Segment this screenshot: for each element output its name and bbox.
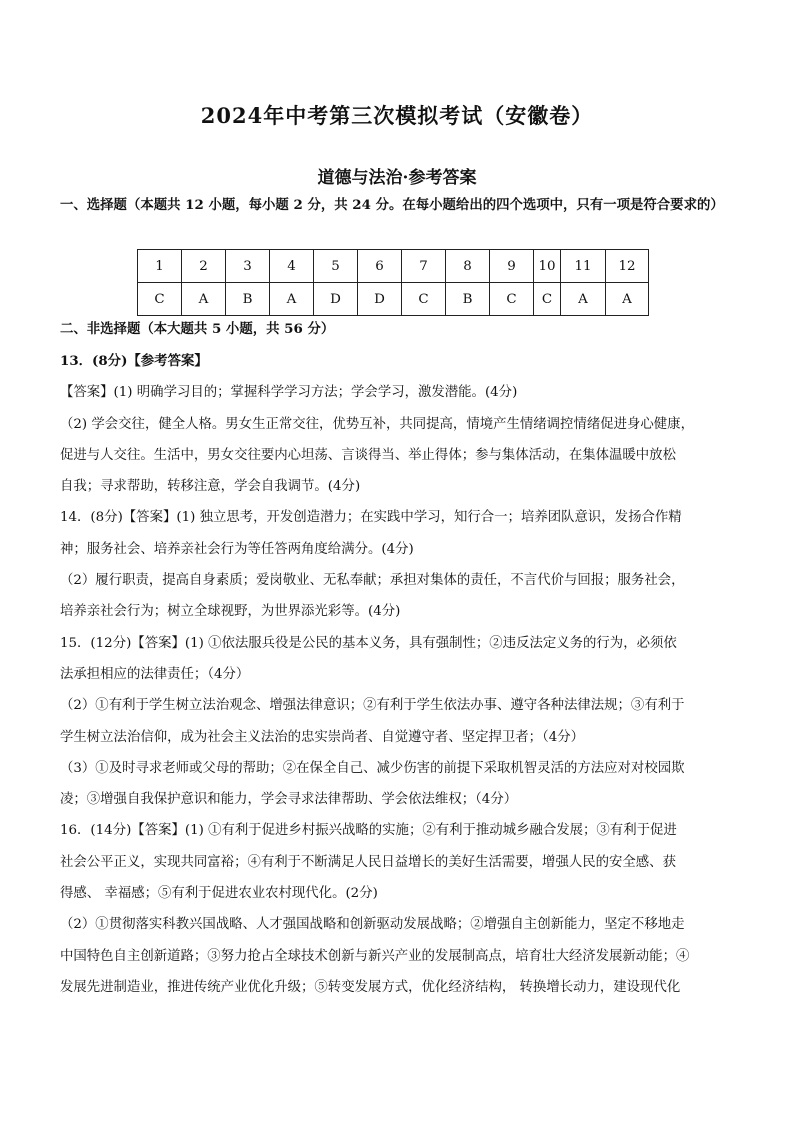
answer-line: 法承担相应的法律责任；（4分） <box>60 666 250 682</box>
answer-line: 15．(12分)【答案】(1) ①依法服兵役是公民的基本义务，具有强制性；②违反法定义务的行为，必须依 <box>60 635 677 651</box>
section-1-heading: 一、选择题（本题共 12 小题，每小题 2 分，共 24 分。在每小题给出的四个选项中，只有一项是符合要求的） <box>60 197 724 213</box>
answer-cell: D <box>358 283 402 316</box>
answer-line: 促进与人交往。生活中，男女交往要内心坦荡、言谈得当、举止得体；参与集体活动，在集体温暖中放松 <box>60 447 676 463</box>
answer-cell: D <box>314 283 358 316</box>
question-number-cell: 5 <box>314 250 358 283</box>
answer-cell: A <box>270 283 314 316</box>
question-number-cell: 10 <box>534 250 561 283</box>
question-number-cell: 4 <box>270 250 314 283</box>
document-title: 2024年中考第三次模拟考试（安徽卷） <box>200 103 594 128</box>
question-number-cell: 9 <box>490 250 534 283</box>
answer-cell: A <box>561 283 606 316</box>
answer-cell: B <box>226 283 270 316</box>
answer-cell: C <box>402 283 446 316</box>
answer-line: 自我；寻求帮助，转移注意，学会自我调节。(4分) <box>60 479 361 495</box>
answer-line: 发展先进制造业，推进传统产业优化升级；⑤转变发展方式，优化经济结构， 转换增长动力，建设现代化 <box>60 979 681 995</box>
answer-body <box>60 346 736 1003</box>
answer-line: （2）①有利于学生树立法治观念、增强法律意识；②有利于学生依法办事、遵守各种法律法规；③有利于 <box>60 698 685 714</box>
answer-line: （2）履行职责，提高自身素质；爱岗敬业、无私奉献；承担对集体的责任，不言代价与回报；服务社会， <box>60 573 685 589</box>
answer-line: 【答案】(1) 明确学习目的；掌握科学学习方法；学会学习，激发潜能。(4分) <box>60 385 518 401</box>
answer-table-answer-row <box>138 283 649 316</box>
answer-line: 得感、 幸福感；⑤有利于促进农业农村现代化。(2分) <box>60 886 378 902</box>
question-number-cell: 8 <box>446 250 490 283</box>
question-number-cell: 12 <box>606 250 649 283</box>
answer-line: （3）①及时寻求老师或父母的帮助；②在保全自己、减少伤害的前提下采取机智灵活的方法应对对校园欺 <box>60 760 685 776</box>
answer-line: 社会公平正义，实现共同富裕；④有利于不断满足人民日益增长的美好生活需要，增强人民的安全感、获 <box>60 854 676 870</box>
answer-table <box>137 249 649 316</box>
answer-line: 16．(14分)【答案】(1) ①有利于促进乡村振兴战略的实施；②有利于推动城乡融合发展；③有利于促进 <box>60 823 677 839</box>
answer-cell: C <box>490 283 534 316</box>
answer-cell: A <box>182 283 226 316</box>
question-number-cell: 11 <box>561 250 606 283</box>
answer-line: 13．(8分)【参考答案】 <box>60 353 208 369</box>
answer-cell: A <box>606 283 649 316</box>
question-number-cell: 2 <box>182 250 226 283</box>
answer-line: 中国特色自主创新道路；③努力抢占全球技术创新与新兴产业的发展制高点，培育壮大经济发展新动能；④ <box>60 948 690 964</box>
section-2-heading: 二、非选择题（本大题共 5 小题，共 56 分） <box>60 321 335 337</box>
answer-table-number-row <box>138 250 649 283</box>
answer-line: （2）①贯彻落实科教兴国战略、人才强国战略和创新驱动发展战略；②增强自主创新能力，坚定不移地走 <box>60 917 685 933</box>
question-number-cell: 3 <box>226 250 270 283</box>
answer-line: 学生树立法治信仰，成为社会主义法治的忠实崇尚者、自觉遵守者、坚定捍卫者；（4分） <box>60 729 585 745</box>
answer-line: 神；服务社会、培养亲社会行为等任答两角度给满分。(4分) <box>60 541 414 557</box>
answer-line: 培养亲社会行为；树立全球视野，为世界添光彩等。(4分) <box>60 604 401 620</box>
answer-line: （2) 学会交往，健全人格。男女生正常交往，优势互补，共同提高，情境产生情绪调控情绪促进身心健康， <box>60 416 694 432</box>
answer-cell: B <box>446 283 490 316</box>
answer-line: 凌；③增强自我保护意识和能力，学会寻求法律帮助、学会依法维权；（4分） <box>60 792 518 808</box>
answer-cell: C <box>534 283 561 316</box>
answer-line: 14．(8分)【答案】(1) 独立思考，开发创造潜力；在实践中学习，知行合一；培养团队意识，发扬合作精 <box>60 510 682 526</box>
document-subtitle: 道德与法治·参考答案 <box>317 168 477 188</box>
question-number-cell: 7 <box>402 250 446 283</box>
question-number-cell: 6 <box>358 250 402 283</box>
answer-cell: C <box>138 283 182 316</box>
question-number-cell: 1 <box>138 250 182 283</box>
